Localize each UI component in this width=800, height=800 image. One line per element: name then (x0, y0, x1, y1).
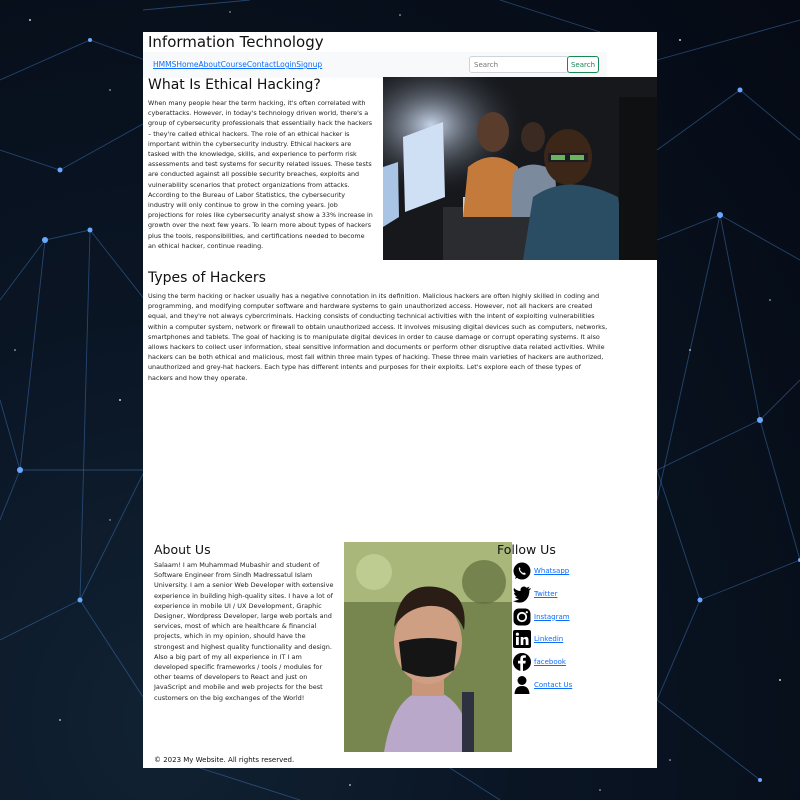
types-of-hackers-heading: Types of Hackers (148, 270, 266, 286)
nav-link-home[interactable]: Home (176, 60, 199, 69)
nav-link-course[interactable]: Course (220, 60, 247, 69)
search-button[interactable]: Search (567, 56, 599, 73)
linkedin-icon (512, 629, 532, 649)
about-us-heading: About Us (154, 542, 211, 557)
instagram-link[interactable]: Instagram (534, 612, 570, 621)
facebook-icon (512, 652, 532, 672)
nav-link-hmms[interactable]: HMMS (153, 60, 177, 69)
whatsapp-icon (512, 561, 532, 581)
search-input[interactable] (469, 56, 569, 73)
profile-photo (344, 542, 512, 752)
hackers-at-computers-image (383, 77, 657, 260)
follow-us-heading: Follow Us (497, 542, 556, 557)
instagram-icon (512, 607, 532, 627)
whatsapp-link[interactable]: Whatsapp (534, 567, 570, 575)
nav-link-about[interactable]: About (198, 60, 221, 69)
site-title: Information Technology (148, 33, 324, 51)
person-icon (512, 675, 532, 695)
navbar (143, 52, 607, 78)
linkedin-link[interactable]: Linkedin (534, 635, 564, 644)
contact-us-link[interactable]: Contact Us (534, 680, 573, 689)
types-of-hackers-text: Using the term hacking or hacker usually has a negative connotation in its definition. Malicious hackers are often highly skilled in coding and programming, and modifying computer software and hardware systems to gain unauthorized access. However, not all hackers are created equal, and they're not always cybercriminals. Hacking consists of conducting technical activities with the intent of exploiting vulnerabilities within a computer system, network or firewall to obtain unauthorized access. It involves misusing digital devices such as computers, networks, smartphones and tablets. The goal of hacking is to manipulate digital devices in order to cause damage or corrupt operating systems. It also allows hackers to collect user information, steal sensitive information and documents or perform other disruptive data related activities. While hackers can be both ethical and malicious, most fall within three main types of hacking. These three main varieties of hackers are authorized, unauthorized and grey-hat hackers. Each type has different intents and purposes for their exploits. Let's explore each of these types of hackers and how they operate. (148, 292, 608, 382)
ethical-hacking-text: When many people hear the term hacking, it's often correlated with cyberattacks. However, in today's technology driven world, there's a group of cybersecurity professionals that essentially hack the hackers – they're called ethical hackers. The role of an ethical hacker is important within the cybersecurity industry. Ethical hackers are tasked with the knowledge, skills, and experience to perform risk assessments and test systems for security related issues. These tests are conducted against all possible security breaches, exploits and vulnerability scenarios that protect organizations from attacks. According to the Bureau of Labor Statistics, the cybersecurity industry will only continue to grow in the coming years. Job projections for roles like cybersecurity analyst show a 33% increase in growth over the next few years. To learn more about types of hackers plus the tools, responsibilities, and certifications needed to become an ethical hacker, continue reading. (148, 99, 373, 250)
twitter-link[interactable]: Twitter (534, 589, 558, 598)
page-container (143, 32, 657, 768)
about-us-text: Salaam! I am Muhammad Mubashir and student of Software Engineer from Sindh Madressatul Islam University. I am a senior Web Developer with extensive experience in building high-quality sites. I have a lot of experience in mobile UI / UX Development, Graphic Designer, Wordpress Developer, large web portals and services, most of which are healthcare & financial projects, which in my opinion, should have the strongest and highest quality functionality and design. Also a big part of my all experience in IT I am developed specific frameworks / tools / modules for other teams of developers to React and just on JavaScript and mobile and web projects for the best customers on the big exchanges of the World! (154, 561, 334, 702)
twitter-icon (512, 584, 532, 604)
nav-link-signup[interactable]: Signup (296, 60, 323, 69)
nav-link-contact[interactable]: Contact (246, 60, 277, 69)
nav-link-login[interactable]: Login (276, 60, 297, 69)
nav-links (153, 60, 322, 69)
ethical-hacking-heading: What Is Ethical Hacking? (148, 77, 321, 93)
footer-copyright: © 2023 My Website. All rights reserved. (154, 756, 295, 764)
facebook-link[interactable]: facebook (534, 658, 566, 667)
